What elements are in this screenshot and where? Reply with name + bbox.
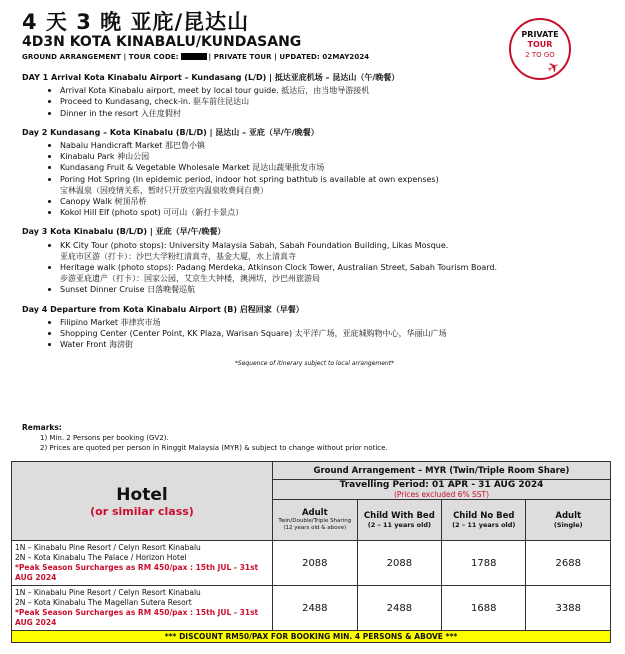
day-activities bbox=[22, 240, 607, 296]
col-adult-single-sub: (Single) bbox=[553, 521, 583, 529]
list-item: Dinner in the resort 入住度假村 bbox=[60, 108, 607, 119]
price-child-bed: 2488 bbox=[357, 586, 441, 631]
airplane-icon: ✈ bbox=[544, 58, 563, 78]
table-row bbox=[12, 586, 611, 631]
day-title: Day 3 Kota Kinabalu (B/L/D) | 亚庇（早/午/晚餐） bbox=[22, 227, 226, 237]
price-child-bed: 2088 bbox=[357, 541, 441, 586]
badge-line1: PRIVATE bbox=[521, 30, 559, 39]
remarks-title: Remarks: bbox=[22, 423, 62, 432]
col-adult bbox=[272, 500, 357, 541]
list-item: Filipino Market 菲律宾市场 bbox=[60, 317, 607, 328]
list-item: Water Front 海滂街 bbox=[60, 339, 607, 350]
list-item: Kundasang Fruit & Vegetable Wholesale Market 昆达山蔬果批发市场 bbox=[60, 162, 607, 173]
peak-surcharge: *Peak Season Surcharges as RM 450/pax : 15th JUL - 31st AUG 2024 bbox=[15, 608, 259, 627]
price-child-nobed: 1788 bbox=[442, 541, 526, 586]
list-item: Heritage walk (photo stops): Padang Merdeka, Atkinson Clock Tower, Australian Street, Sabah Tourism Board. 步游亚庇遗产（打卡）：国家公园，艾京生大钟楼，澳洲坊，沙巴州旅游局 bbox=[60, 262, 607, 284]
day-title: Day 4 Departure from Kota Kinabalu Airport (B) 启程回家（早餐） bbox=[22, 304, 304, 314]
list-item: Poring Hot Spring (In epidemic period, indoor hot spring bathtub is available at own expenses) 宝林温泉（因疫情关系，暂时只开放室内温泉收费间自费） bbox=[60, 174, 607, 196]
col-adult-single bbox=[526, 500, 611, 541]
subtitle-post: | PRIVATE TOUR | UPDATED: 02MAY2024 bbox=[208, 53, 370, 61]
list-item: Shopping Center (Center Point, KK Plaza, Warisan Square) 太平洋广场，亚庇城购物中心，华丽山广场 bbox=[60, 328, 607, 339]
list-item: Proceed to Kundasang, check-in. 驱车前往昆达山 bbox=[60, 96, 607, 107]
list-item: KK City Tour (photo stops): University Malaysia Sabah, Sabah Foundation Building, Likas Mosque. 亚庇市区游（打卡）：沙巴大学粉红清真寺，基金大厦，水上清真寺 bbox=[60, 240, 607, 262]
hotel-header bbox=[12, 462, 273, 541]
price-table bbox=[11, 461, 611, 643]
list-item: Nabalu Handicraft Market 那巴鲁小镇 bbox=[60, 140, 607, 151]
peak-surcharge: *Peak Season Surcharges as RM 450/pax : 15th JUL - 31st AUG 2024 bbox=[15, 563, 259, 582]
title-chinese: 4 天 3 晚 亚庇/昆达山 bbox=[22, 10, 250, 34]
price-adult: 2488 bbox=[272, 586, 357, 631]
ground-arrangement-header: Ground Arrangement – MYR (Twin/Triple Room Share) bbox=[272, 462, 610, 480]
col-adult-sub: Twin/Double/Triple Sharing bbox=[278, 518, 352, 524]
hotel-cell bbox=[12, 586, 273, 631]
itinerary-note: *Sequence of itinerary subject to local arrangement* bbox=[234, 360, 395, 368]
price-child-nobed: 1688 bbox=[442, 586, 526, 631]
hotel-line2: 2N – Kota Kinabalu The Magellan Sutera Resort bbox=[15, 598, 192, 607]
day-title: Day 2 Kundasang – Kota Kinabalu (B/L/D) | 昆达山 – 亚庇（早/午/晚餐） bbox=[22, 127, 319, 137]
hotel-line1: 1N – Kinabalu Pine Resort / Celyn Resort Kinabalu bbox=[15, 543, 201, 552]
day-activities bbox=[22, 317, 607, 351]
redacted-tour-code bbox=[181, 53, 207, 60]
list-item: Sunset Dinner Cruise 日落晚餐巡航 bbox=[60, 284, 607, 295]
itinerary bbox=[22, 72, 607, 370]
col-adult-age: (12 years old & above) bbox=[283, 525, 347, 531]
col-adult-single-title: Adult bbox=[555, 511, 582, 521]
day-activities bbox=[22, 85, 607, 119]
list-item: Canopy Walk 树顶吊桥 bbox=[60, 196, 607, 207]
col-adult-title: Adult bbox=[301, 508, 328, 518]
table-row bbox=[12, 541, 611, 586]
sst-note: (Prices excluded 6% SST) bbox=[393, 490, 490, 499]
title-english: 4D3N KOTA KINABALU/KUNDASANG bbox=[22, 34, 302, 50]
subtitle-line bbox=[22, 53, 369, 61]
remark-2: 2) Prices are quoted per person in Ringgit Malaysia (MYR) & subject to change without prior notice. bbox=[40, 444, 388, 452]
list-item: Kokol Hill Elf (photo spot) 可可山（新打卡景点） bbox=[60, 207, 607, 218]
day-title: DAY 1 Arrival Kota Kinabalu Airport – Kundasang (L/D) | 抵达亚庇机场 – 昆达山（午/晚餐） bbox=[22, 73, 400, 82]
hotel-line2: 2N – Kota Kinabalu The Palace / Horizon Hotel bbox=[15, 553, 187, 562]
hotel-title: Hotel bbox=[116, 484, 168, 505]
col-child-bed-age: (2 – 11 years old) bbox=[367, 521, 431, 529]
remarks bbox=[22, 423, 607, 453]
price-adult: 2088 bbox=[272, 541, 357, 586]
list-item: Kinabalu Park 神山公园 bbox=[60, 151, 607, 162]
day-activities bbox=[22, 140, 607, 218]
price-single: 2688 bbox=[526, 541, 611, 586]
badge-line2: TOUR bbox=[527, 40, 553, 49]
hotel-cell bbox=[12, 541, 273, 586]
discount-footer: *** DISCOUNT RM50/PAX FOR BOOKING MIN. 4 PERSONS & ABOVE *** bbox=[12, 631, 611, 643]
col-child-nobed-age: (2 – 11 years old) bbox=[452, 521, 516, 529]
hotel-subtitle: (or similar class) bbox=[90, 504, 194, 518]
travel-period-header bbox=[272, 480, 610, 500]
col-child-bed-title: Child With Bed bbox=[363, 511, 435, 521]
col-child-nobed-title: Child No Bed bbox=[453, 511, 515, 521]
remark-1: 1) Min. 2 Persons per booking (GV2). bbox=[40, 434, 169, 442]
travel-period: Travelling Period: 01 APR - 31 AUG 2024 bbox=[339, 480, 544, 490]
col-child-nobed bbox=[442, 500, 526, 541]
price-single: 3388 bbox=[526, 586, 611, 631]
list-item: Arrival Kota Kinabalu airport, meet by local tour guide. 抵达后，由当地导游接机 bbox=[60, 85, 607, 96]
col-child-bed bbox=[357, 500, 441, 541]
badge-line3: 2 TO GO bbox=[525, 51, 555, 59]
hotel-line1: 1N – Kinabalu Pine Resort / Celyn Resort Kinabalu bbox=[15, 588, 201, 597]
subtitle-pre: GROUND ARRANGEMENT | TOUR CODE: bbox=[22, 53, 179, 61]
